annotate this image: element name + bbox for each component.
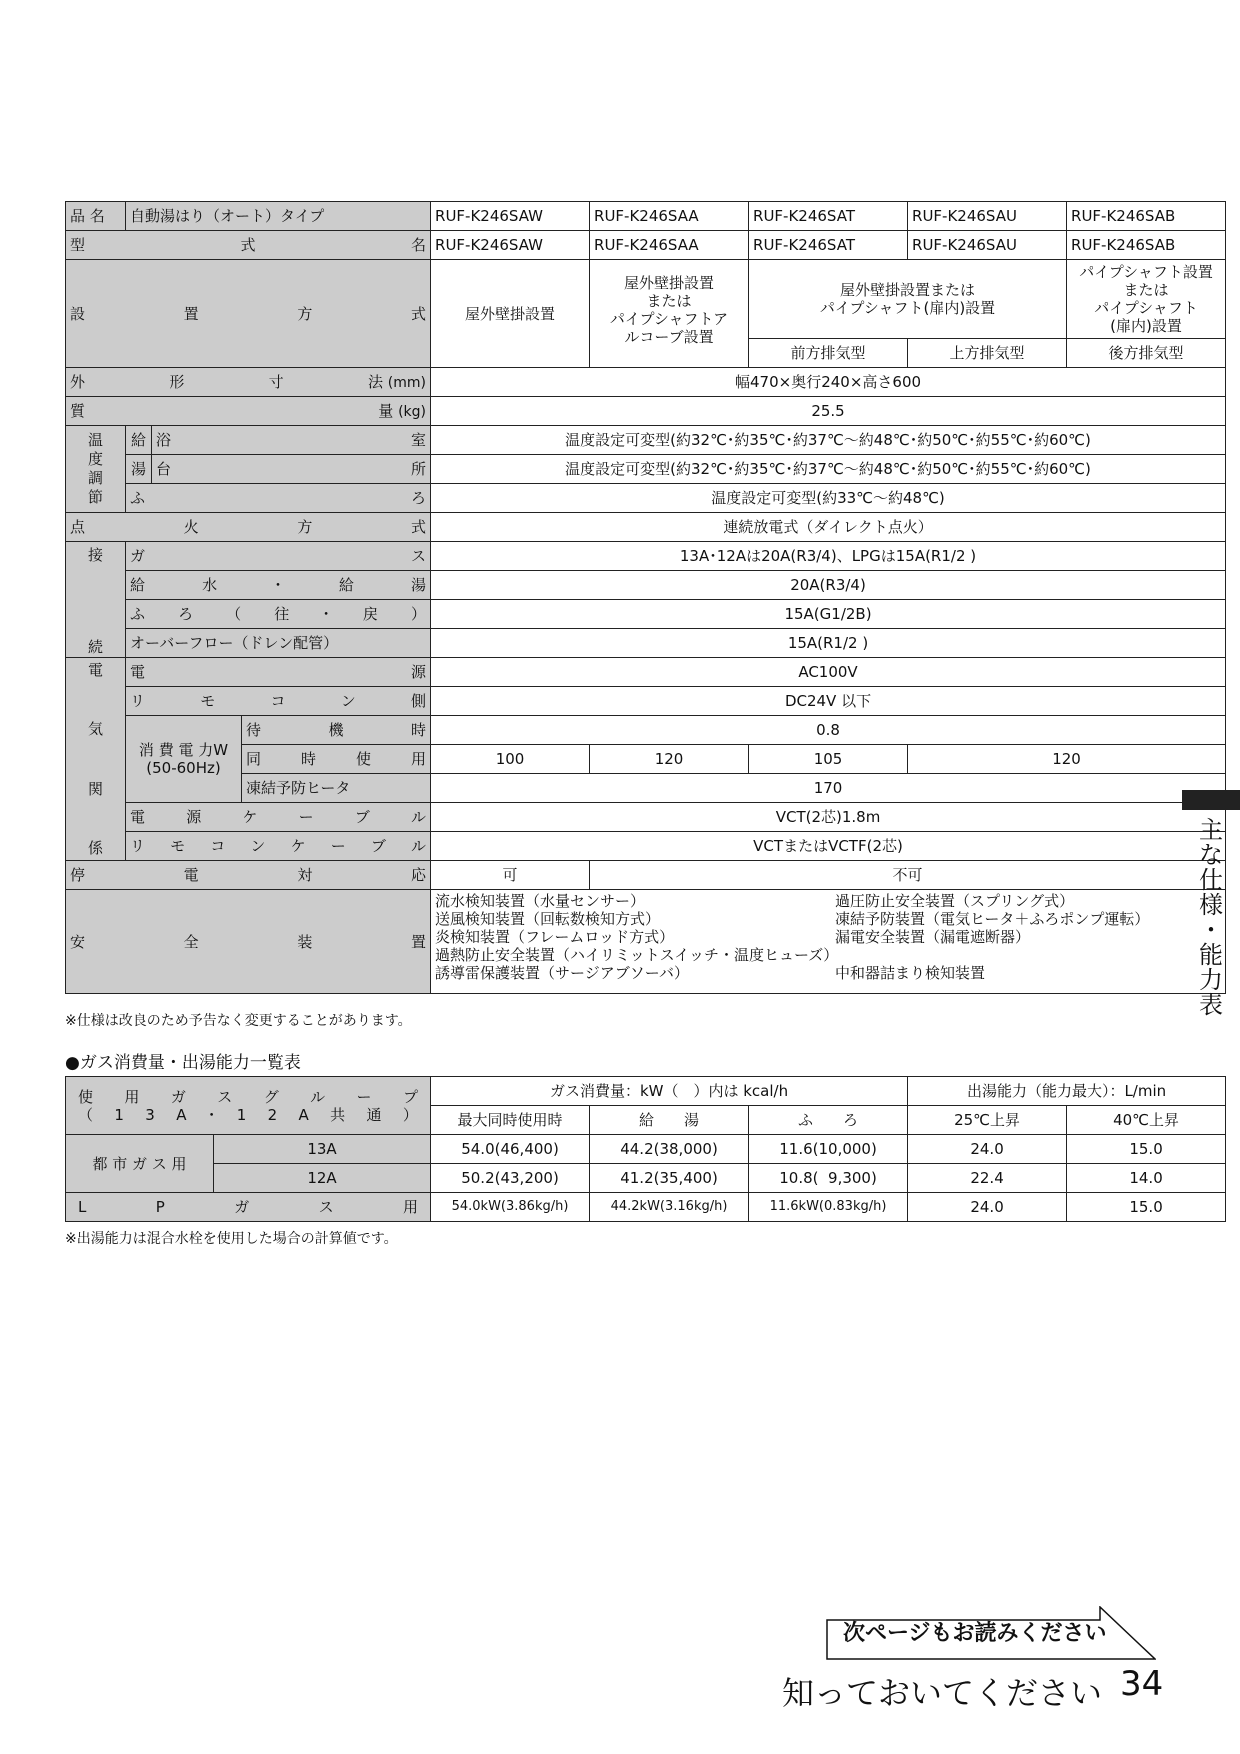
gas-max: 54.0(46,400) (431, 1135, 590, 1164)
temp-yu: 湯 (126, 455, 152, 484)
conn-gas-value: 13A･12Aは20A(R3/4)、LPGは15A(R1/2 ) (431, 542, 1226, 571)
safety-item: 過圧防止安全装置（スプリング式） (835, 892, 1075, 910)
elec-simul-saw: 100 (431, 745, 590, 774)
lp-furo: 11.6kW(0.83kg/h) (749, 1193, 908, 1222)
conn-group-label: 接 続 (66, 542, 126, 658)
temp-group-label: 温 度 調 節 (66, 426, 126, 513)
gas-max: 50.2(43,200) (431, 1164, 590, 1193)
outage-label: 停 電 対 応 (66, 861, 431, 890)
model-sab: RUF-K246SAB (1067, 231, 1226, 260)
col-max-simul: 最大同時使用時 (431, 1106, 590, 1135)
safety-item (835, 946, 1215, 964)
install-label: 設 置 方 式 (66, 260, 431, 368)
model-saa: RUF-K246SAA (590, 231, 749, 260)
model-label: 型 式 名 (66, 231, 431, 260)
spec-table (65, 201, 1226, 994)
gas-c25: 22.4 (908, 1164, 1067, 1193)
col-furo: ふ ろ (749, 1106, 908, 1135)
exhaust-rear: 後方排気型 (1067, 339, 1226, 368)
conn-furo-value: 15A(G1/2B) (431, 600, 1226, 629)
safety-label: 安 全 装 置 (66, 890, 431, 994)
conn-water-value: 20A(R3/4) (431, 571, 1226, 600)
city-gas-label: 都 市 ガ ス 用 (66, 1135, 214, 1193)
col-25c: 25℃上昇 (908, 1106, 1067, 1135)
outage-no: 不可 (590, 861, 1226, 890)
product-name-saw: RUF-K246SAW (431, 202, 590, 231)
elec-remote-value: DC24V 以下 (431, 687, 1226, 716)
gas-furo: 10.8( 9,300) (749, 1164, 908, 1193)
model-sat: RUF-K246SAT (749, 231, 908, 260)
table-row (66, 1164, 1226, 1193)
exhaust-top: 上方排気型 (908, 339, 1067, 368)
elec-simul-saa: 120 (590, 745, 749, 774)
gas-consumption-header: ガス消費量：kW（ ）内は kcal/h (431, 1077, 908, 1106)
safety-item: 中和器詰まり検知装置 (835, 964, 986, 982)
elec-simul-label: 同 時 使 用 (242, 745, 431, 774)
ignition-label: 点 火 方 式 (66, 513, 431, 542)
safety-item: 漏電安全装置（漏電遮断器） (835, 928, 1031, 946)
product-name-saa: RUF-K246SAA (590, 202, 749, 231)
safety-item: 送風検知装置（回転数検知方式） (435, 910, 661, 928)
safety-item: 炎検知装置（フレームロッド方式） (435, 928, 675, 946)
elec-cable-value: VCT(2芯)1.8m (431, 803, 1226, 832)
conn-water-label: 給 水 ･ 給 湯 (126, 571, 431, 600)
lp-gas-label: L P ガ ス 用 (66, 1193, 431, 1222)
ignition-value: 連続放電式（ダイレクト点火） (431, 513, 1226, 542)
gas-section-title: ●ガス消費量・出湯能力一覧表 (65, 1053, 301, 1073)
hot-water-capacity-header: 出湯能力（能力最大）：L/min (908, 1077, 1226, 1106)
install-sab: パイプシャフト設置 または パイプシャフト (扉内)設置 (1067, 260, 1226, 339)
model-sau: RUF-K246SAU (908, 231, 1067, 260)
dims-value: 幅470×奥行240×高さ600 (431, 368, 1226, 397)
spec-note: ※仕様は改良のため予告なく変更することがあります。 (65, 1013, 412, 1029)
capacity-note: ※出湯能力は混合水栓を使用した場合の計算値です。 (65, 1231, 398, 1247)
conn-gas-label: ガ ス (126, 542, 431, 571)
product-name-sat: RUF-K246SAT (749, 202, 908, 231)
lp-c25: 24.0 (908, 1193, 1067, 1222)
elec-consumption-label: 消 費 電 力W (50-60Hz) (126, 716, 242, 803)
temp-bath-value: 温度設定可変型(約32℃･約35℃･約37℃～約48℃･約50℃･約55℃･約60℃) (431, 426, 1226, 455)
elec-cable-label: 電 源 ケ ー ブ ル (126, 803, 431, 832)
side-tab-title: 主 な 仕 様 ･ 能 力 表 (1199, 816, 1223, 1019)
temp-kitchen-value: 温度設定可変型(約32℃･約35℃･約37℃～約48℃･約50℃･約55℃･約60℃) (431, 455, 1226, 484)
gas-furo: 11.6(10,000) (749, 1135, 908, 1164)
gas-c40: 14.0 (1067, 1164, 1226, 1193)
table-row (66, 1135, 1226, 1164)
elec-standby-value: 0.8 (431, 716, 1226, 745)
safety-item: 過熱防止安全装置（ハイリミットスイッチ・温度ヒューズ） (435, 946, 839, 964)
dims-label: 外 形 寸 法 (mm) (66, 368, 431, 397)
mass-value: 25.5 (431, 397, 1226, 426)
lp-c40: 15.0 (1067, 1193, 1226, 1222)
temp-furo-label: ふ ろ (126, 484, 431, 513)
elec-group-label: 電 気 関 係 (66, 658, 126, 861)
safety-item: 流水検知装置（水量センサー） (435, 892, 646, 910)
product-name-label: 品 名 (66, 202, 126, 231)
model-saw: RUF-K246SAW (431, 231, 590, 260)
exhaust-front: 前方排気型 (749, 339, 908, 368)
gas-type: 12A (214, 1164, 431, 1193)
temp-kitchen-label: 台 所 (152, 455, 431, 484)
gas-table (65, 1076, 1226, 1222)
product-name-sab: RUF-K246SAB (1067, 202, 1226, 231)
temp-kyu: 給 (126, 426, 152, 455)
elec-simul-sat: 105 (749, 745, 908, 774)
safety-devices (431, 890, 1226, 994)
page-number: 34 (1120, 1664, 1164, 1704)
elec-remote-label: リ モ コ ン 側 (126, 687, 431, 716)
safety-item: 誘導雷保護装置（サージアブソーバ） (435, 964, 689, 982)
elec-remote-cable-value: VCTまたはVCTF(2芯) (431, 832, 1226, 861)
elec-standby-label: 待 機 時 (242, 716, 431, 745)
gas-kyuto: 41.2(35,400) (590, 1164, 749, 1193)
lp-kyuto: 44.2kW(3.16kg/h) (590, 1193, 749, 1222)
side-tab-marker (1182, 790, 1240, 810)
install-sat-sau: 屋外壁掛設置または パイプシャフト(扉内)設置 (749, 260, 1067, 339)
temp-bath-label: 浴 室 (152, 426, 431, 455)
table-row (66, 1193, 1226, 1222)
product-type-label: 自動湯はり（オート）タイプ (126, 202, 431, 231)
mass-label: 質 量 (kg) (66, 397, 431, 426)
elec-remote-cable-label: リ モ コ ン ケ ー ブ ル (126, 832, 431, 861)
col-kyuto: 給 湯 (590, 1106, 749, 1135)
elec-antifreeze-label: 凍結予防ヒータ (242, 774, 431, 803)
install-saa: 屋外壁掛設置 または パイプシャフトア ルコーブ設置 (590, 260, 749, 368)
elec-power-label: 電 源 (126, 658, 431, 687)
gas-type: 13A (214, 1135, 431, 1164)
lp-max: 54.0kW(3.86kg/h) (431, 1193, 590, 1222)
temp-furo-value: 温度設定可変型(約33℃～約48℃) (431, 484, 1226, 513)
conn-overflow-value: 15A(R1/2 ) (431, 629, 1226, 658)
gas-kyuto: 44.2(38,000) (590, 1135, 749, 1164)
footer-title: 知っておいてください (782, 1674, 1103, 1712)
gas-c25: 24.0 (908, 1135, 1067, 1164)
col-40c: 40℃上昇 (1067, 1106, 1226, 1135)
product-name-sau: RUF-K246SAU (908, 202, 1067, 231)
gas-c40: 15.0 (1067, 1135, 1226, 1164)
install-saw: 屋外壁掛設置 (431, 260, 590, 368)
elec-antifreeze-value: 170 (431, 774, 1226, 803)
safety-item: 凍結予防装置（電気ヒータ＋ふろポンプ運転） (835, 910, 1150, 928)
conn-furo-label: ふ ろ （ 往 ･ 戻 ） (126, 600, 431, 629)
elec-simul-sau-sab: 120 (908, 745, 1226, 774)
conn-overflow-label: オーバーフロー（ドレン配管） (126, 629, 431, 658)
outage-yes: 可 (431, 861, 590, 890)
next-page-label: 次ページもお読みください (843, 1621, 1107, 1646)
elec-power-value: AC100V (431, 658, 1226, 687)
gas-group-label: 使 用 ガ ス グ ル ー プ （ 1 3 A ･ 1 2 A 共 通 ） (66, 1077, 431, 1135)
